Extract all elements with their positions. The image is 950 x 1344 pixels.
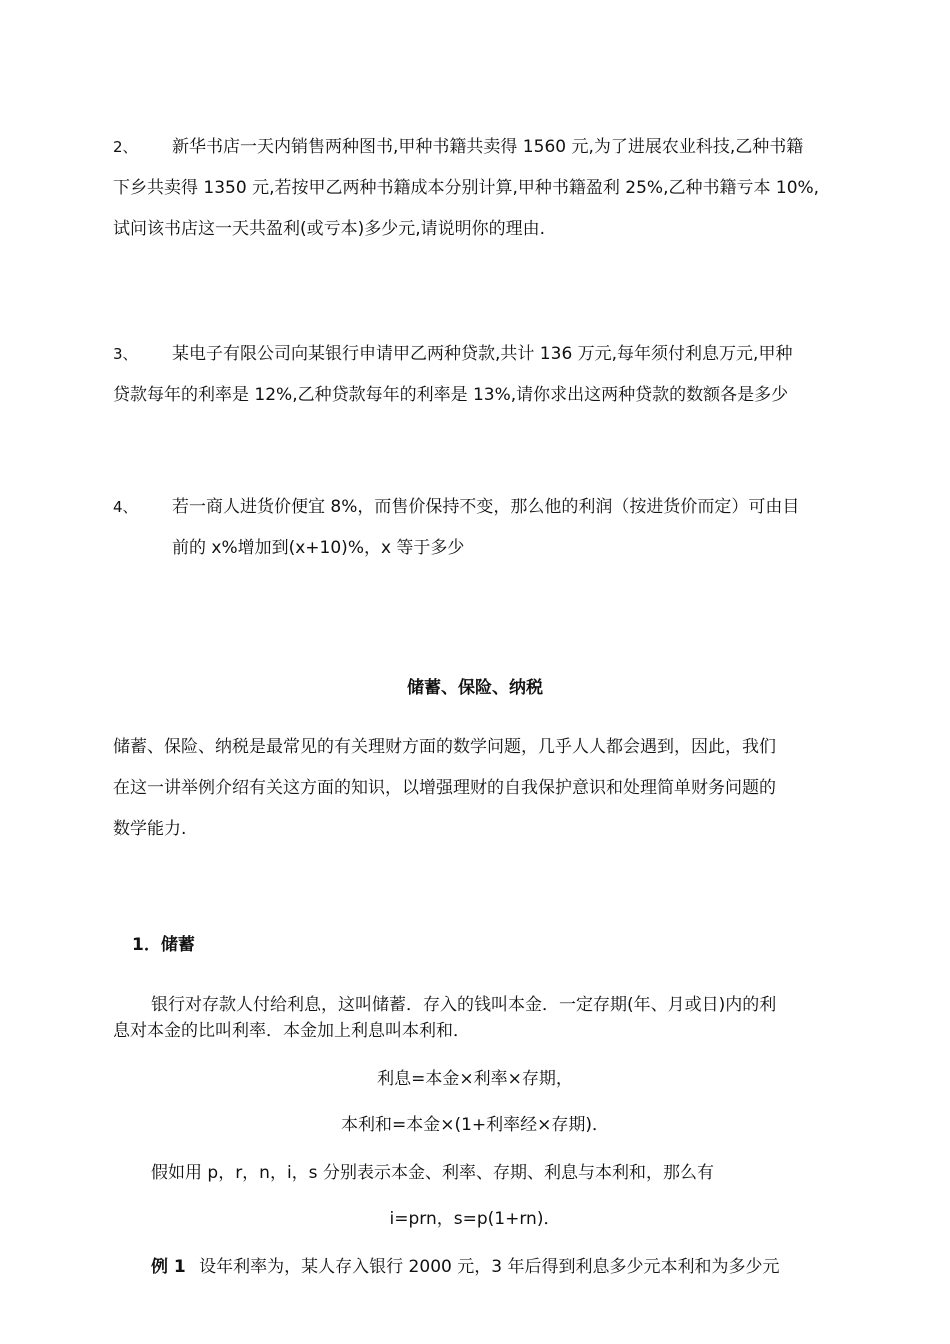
example-1 bbox=[151, 1256, 779, 1278]
savings-line-1: 银行对存款人付给利息，这叫储蓄．存入的钱叫本金．一定存期(年、月或日)内的利 bbox=[151, 995, 777, 1015]
problem-4-number: 4、 bbox=[113, 498, 138, 516]
problem-2-number: 2、 bbox=[113, 138, 138, 156]
subsection-heading: 1．储蓄 bbox=[132, 935, 195, 955]
problem-3-line-2: 贷款每年的利率是 12%,乙种贷款每年的利率是 13%,请你求出这两种贷款的数额各是多少 bbox=[113, 385, 789, 405]
savings-line-2: 息对本金的比叫利率．本金加上利息叫本利和． bbox=[113, 1021, 470, 1041]
example-text: 设年利率为，某人存入银行 2000 元，3 年后得到利息多少元本利和为多少元 bbox=[199, 1257, 780, 1277]
formula-symbolic: i=prn，s=p(1+rn)． bbox=[389, 1209, 561, 1229]
formula-total: 本利和=本金×(1+利率经×存期)． bbox=[340, 1115, 610, 1135]
problem-2-line-1: 新华书店一天内销售两种图书,甲种书籍共卖得 1560 元,为了进展农业科技,乙种书籍 bbox=[172, 137, 804, 157]
intro-line-2: 在这一讲举例介绍有关这方面的知识，以增强理财的自我保护意识和处理简单财务问题的 bbox=[113, 778, 776, 798]
section-title: 储蓄、保险、纳税 bbox=[407, 678, 543, 698]
problem-4-line-1: 若一商人进货价便宜 8%，而售价保持不变，那么他的利润（按进货价而定）可由目 bbox=[172, 497, 800, 517]
intro-line-1: 储蓄、保险、纳税是最常见的有关理财方面的数学问题，几乎人人都会遇到，因此，我们 bbox=[113, 737, 776, 757]
intro-line-3: 数学能力. bbox=[113, 819, 187, 839]
problem-2-line-2: 下乡共卖得 1350 元,若按甲乙两种书籍成本分别计算,甲种书籍盈利 25%,乙种书籍亏本 10%, bbox=[113, 178, 820, 198]
problem-2-line-3: 试问该书店这一天共盈利(或亏本)多少元,请说明你的理由. bbox=[113, 219, 546, 239]
variables-line: 假如用 p，r，n，i，s 分别表示本金、利率、存期、利息与本利和，那么有 bbox=[151, 1163, 714, 1183]
problem-3-line-1: 某电子有限公司向某银行申请甲乙两种贷款,共计 136 万元,每年须付利息万元,甲种 bbox=[172, 344, 793, 364]
example-label: 例 1 bbox=[151, 1257, 186, 1277]
problem-3-number: 3、 bbox=[113, 345, 138, 363]
problem-4-line-2: 前的 x%增加到(x+10)%，x 等于多少 bbox=[172, 538, 465, 558]
formula-interest: 利息=本金×利率×存期， bbox=[377, 1069, 573, 1089]
